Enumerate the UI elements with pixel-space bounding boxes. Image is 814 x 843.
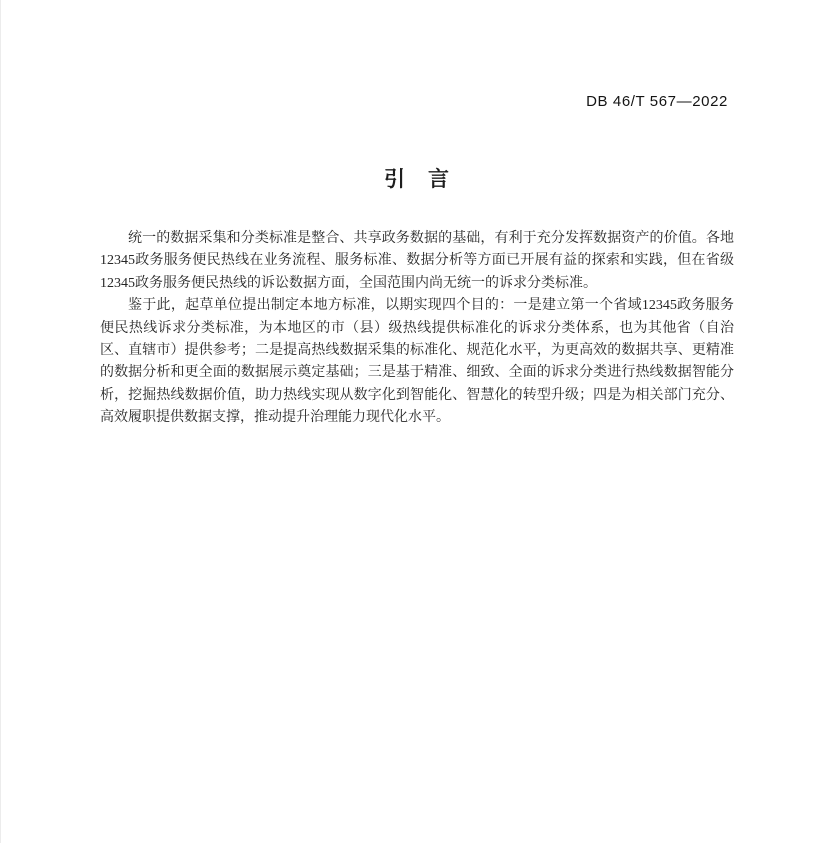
document-body bbox=[100, 228, 734, 430]
paragraph-2: 鉴于此，起草单位提出制定本地方标准，以期实现四个目的：一是建立第一个省域12345政务服务便民热线诉求分类标准，为本地区的市（县）级热线提供标准化的诉求分类体系，也为其他省（自治区、直辖市）提供参考；二是提高热线数据采集的标准化、规范化水平，为更高效的数据共享、更精准的数据分析和更全面的数据展示奠定基础；三是基于精准、细致、全面的诉求分类进行热线数据智能分析，挖掘热线数据价值，助力热线实现从数字化到智能化、智慧化的转型升级；四是为相关部门充分、高效履职提供数据支撑，推动提升治理能力现代化水平。 bbox=[100, 298, 734, 426]
document-number: DB 46/T 567—2022 bbox=[586, 93, 728, 110]
page-title: 引 言 bbox=[384, 168, 450, 191]
paragraph-1: 统一的数据采集和分类标准是整合、共享政务数据的基础，有利于充分发挥数据资产的价值。各地12345政务服务便民热线在业务流程、服务标准、数据分析等方面已开展有益的探索和实践，但在省级12345政务服务便民热线的诉讼数据方面，全国范围内尚无统一的诉求分类标准。 bbox=[100, 231, 734, 291]
